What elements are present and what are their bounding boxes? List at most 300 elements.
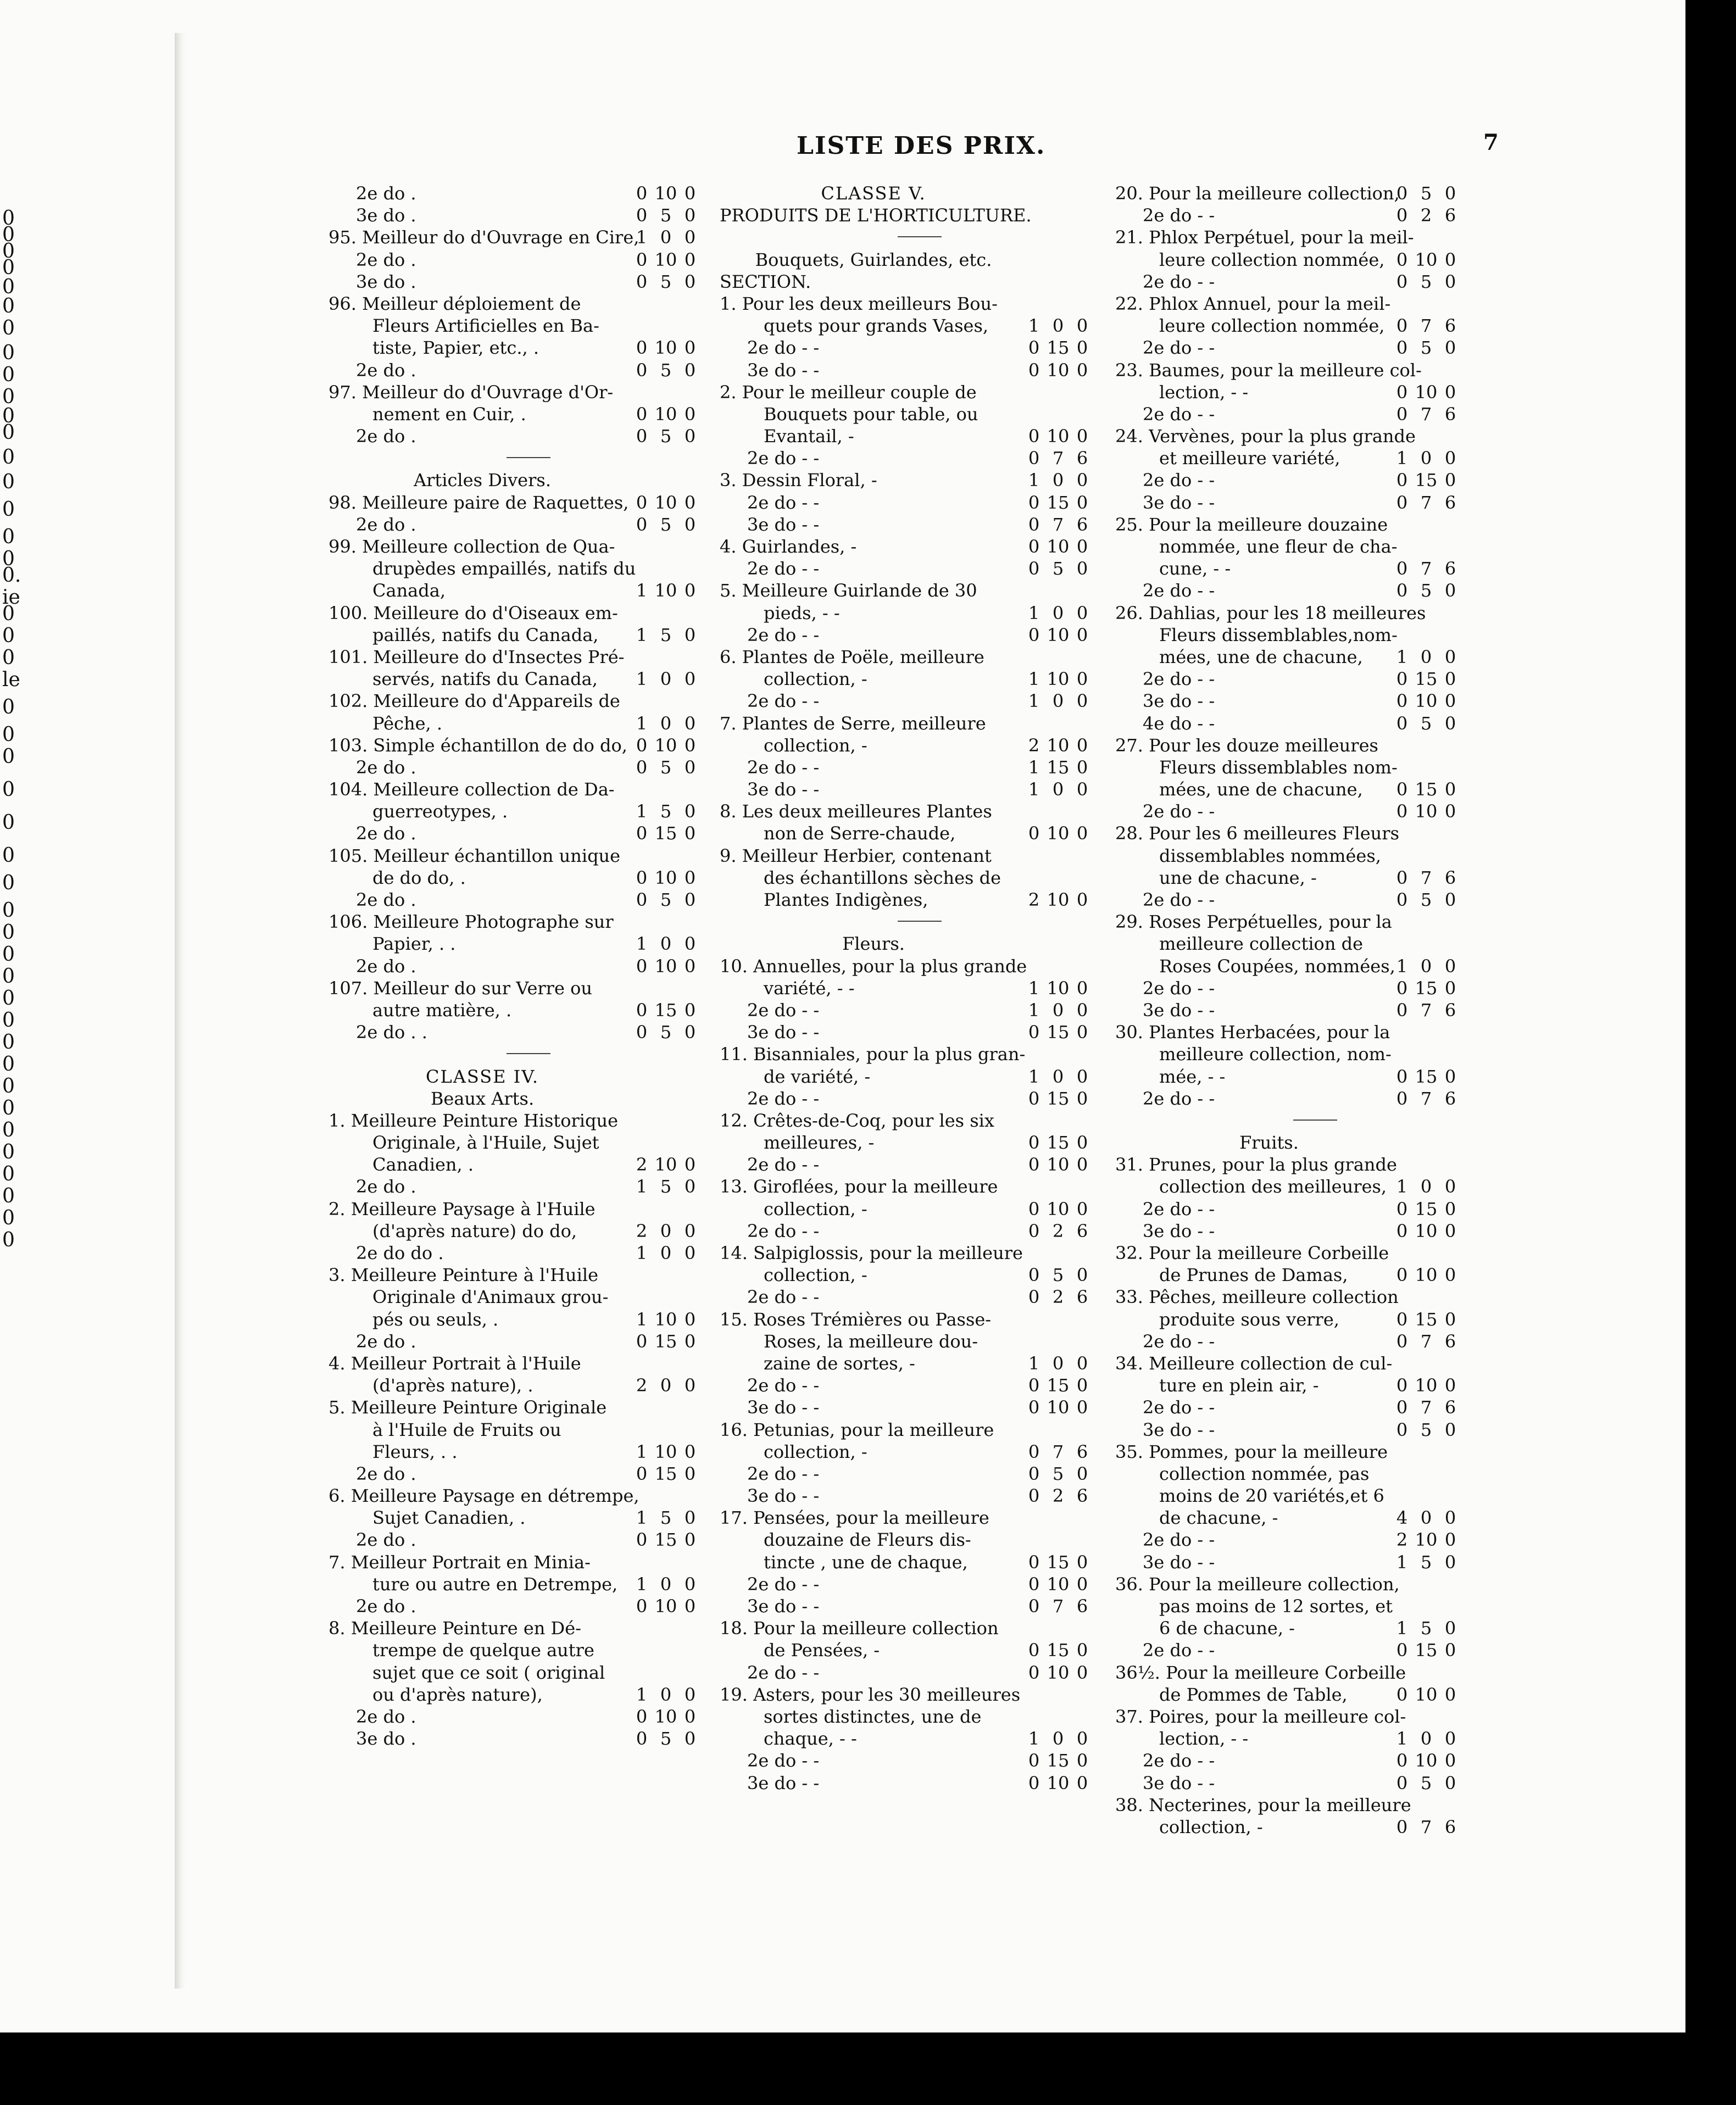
- prize-line: [1115, 1573, 1511, 1595]
- pence-value: 0: [1444, 669, 1456, 690]
- divider-rule: [1293, 1120, 1337, 1121]
- prize-line: [1115, 1308, 1511, 1330]
- prize-amount: [630, 1220, 702, 1242]
- page-title: LISTE DES PRIX.: [797, 132, 1046, 160]
- pence-value: 6: [1076, 1485, 1088, 1507]
- pence-value: 0: [684, 1596, 696, 1617]
- prize-description: 29. Roses Perpétuelles, pour la: [1115, 911, 1392, 933]
- prize-line: [720, 955, 1115, 977]
- prize-description: 17. Pensées, pour la meilleure: [720, 1507, 989, 1529]
- prize-line: [1115, 1529, 1511, 1551]
- prize-line: [1115, 1441, 1511, 1463]
- page-fold-shadow: [175, 33, 186, 1989]
- prize-description: de variété, -: [764, 1066, 871, 1087]
- shillings-value: 0: [660, 712, 672, 734]
- prize-description: lection, - -: [1159, 1728, 1249, 1750]
- prize-description: variété, - -: [764, 977, 855, 999]
- shillings-value: 10: [1047, 669, 1070, 690]
- prize-amount: [1022, 734, 1094, 756]
- prize-description: 95. Meilleur do d'Ouvrage en Cire,: [329, 227, 639, 248]
- left-edge-fragment: 0: [2, 899, 15, 922]
- prize-amount: [1390, 1617, 1462, 1639]
- prize-line: [1115, 1728, 1511, 1750]
- prize-line: [329, 226, 724, 248]
- section-divider: [329, 1043, 724, 1065]
- section-heading: [1115, 1132, 1511, 1154]
- shillings-value: 0: [1052, 1066, 1064, 1087]
- prize-amount: [1390, 1330, 1462, 1352]
- pounds-value: 1: [636, 580, 648, 602]
- prize-description: 13. Giroflées, pour la meilleure: [720, 1176, 998, 1198]
- prize-line: [329, 668, 724, 690]
- prize-description: 4. Guirlandes, -: [720, 536, 857, 557]
- prize-line: [720, 1485, 1115, 1507]
- prize-description: 2e do .: [356, 1463, 416, 1484]
- prize-line: [329, 602, 724, 624]
- shillings-value: 10: [654, 1308, 677, 1330]
- pence-value: 0: [1444, 337, 1456, 359]
- prize-description: Roses, la meilleure dou-: [764, 1330, 978, 1352]
- left-edge-fragment: 0: [2, 1053, 15, 1076]
- prize-line: [720, 1352, 1115, 1374]
- shillings-value: 10: [654, 580, 677, 602]
- prize-line: [1115, 1088, 1511, 1110]
- prize-description: 14. Salpiglossis, pour la meilleure: [720, 1243, 1023, 1263]
- shillings-value: 5: [1420, 183, 1432, 204]
- prize-amount: [1390, 580, 1462, 602]
- prize-amount: [1390, 1507, 1462, 1529]
- prize-amount: [1390, 1529, 1462, 1551]
- prize-line: [720, 580, 1115, 602]
- prize-amount: [1390, 271, 1462, 293]
- prize-line: [1115, 204, 1511, 226]
- shillings-value: 10: [1047, 426, 1070, 447]
- pounds-value: 0: [1396, 1419, 1408, 1440]
- prize-amount: [1022, 1396, 1094, 1418]
- prize-description: 3e do - -: [1143, 1220, 1215, 1241]
- prize-description: 106. Meilleure Photographe sur: [329, 911, 614, 933]
- pence-value: 0: [1076, 624, 1088, 645]
- prize-description: nommée, une fleur de cha-: [1159, 536, 1398, 557]
- left-edge-fragment: 0: [2, 317, 15, 339]
- prize-description: Beaux Arts.: [430, 1088, 535, 1109]
- prize-amount: [1390, 1374, 1462, 1396]
- prize-description: 2. Meilleure Paysage à l'Huile: [329, 1198, 596, 1219]
- pence-value: 0: [1076, 1198, 1088, 1219]
- pounds-value: 0: [1028, 337, 1040, 359]
- prize-description: 2e do - -: [747, 448, 820, 469]
- shillings-value: 10: [1415, 1529, 1438, 1551]
- pence-value: 0: [1076, 1375, 1088, 1396]
- prize-amount: [1390, 1176, 1462, 1198]
- prize-description: 2e do .: [356, 426, 416, 447]
- prize-line: [720, 977, 1115, 999]
- prize-amount: [630, 1441, 702, 1463]
- shillings-value: 15: [1047, 492, 1070, 513]
- prize-line: [720, 1264, 1115, 1286]
- pence-value: 0: [1076, 1154, 1088, 1176]
- prize-amount: [630, 867, 702, 889]
- prize-line: [1115, 1617, 1511, 1639]
- prize-amount: [1390, 712, 1462, 734]
- pounds-value: 0: [636, 1706, 648, 1727]
- pounds-value: 1: [636, 933, 648, 955]
- prize-description: de Prunes de Damas,: [1159, 1265, 1348, 1286]
- prize-line: [720, 1684, 1115, 1706]
- pounds-value: 0: [1396, 337, 1408, 359]
- prize-line: [329, 536, 724, 558]
- prize-line: [329, 1176, 724, 1198]
- pence-value: 0: [1076, 756, 1088, 778]
- shillings-value: 0: [1052, 779, 1064, 800]
- prize-line: [329, 204, 724, 226]
- prize-description: Pêche, .: [372, 712, 443, 734]
- prize-line: [1115, 1176, 1511, 1198]
- pounds-value: 0: [1028, 492, 1040, 513]
- pence-value: 0: [1444, 448, 1456, 469]
- prize-line: [720, 1507, 1115, 1529]
- left-edge-fragment: 0: [2, 1141, 15, 1163]
- prize-line: [329, 1728, 724, 1750]
- prize-description: 2e do .: [356, 249, 416, 270]
- left-edge-fragment: 0: [2, 240, 15, 263]
- shillings-value: 0: [1052, 690, 1064, 712]
- prize-amount: [1022, 1728, 1094, 1750]
- pounds-value: 0: [1028, 1154, 1040, 1176]
- prize-amount: [1390, 447, 1462, 469]
- shillings-value: 0: [660, 1220, 672, 1241]
- pounds-value: 0: [1028, 1463, 1040, 1484]
- prize-description: tiste, Papier, etc., .: [372, 337, 539, 359]
- prize-amount: [630, 226, 702, 248]
- prize-description: Fleurs.: [842, 933, 905, 955]
- pence-value: 0: [1444, 1265, 1456, 1286]
- left-edge-fragment: 0: [2, 276, 15, 298]
- pounds-value: 0: [1396, 315, 1408, 337]
- prize-amount: [630, 889, 702, 911]
- prize-description: collection, -: [764, 1198, 867, 1219]
- prize-amount: [630, 668, 702, 690]
- prize-description: 2e do - -: [1143, 1750, 1215, 1772]
- prize-line: [1115, 668, 1511, 690]
- prize-line: [1115, 1485, 1511, 1507]
- shillings-value: 10: [654, 1596, 677, 1617]
- pence-value: 0: [1444, 1551, 1456, 1573]
- pounds-value: 1: [1396, 955, 1408, 977]
- prize-line: [329, 271, 724, 293]
- prize-amount: [1390, 690, 1462, 712]
- shillings-value: 10: [654, 1154, 677, 1176]
- prize-amount: [1390, 1772, 1462, 1794]
- prize-amount: [630, 1374, 702, 1396]
- prize-description: 2e do - -: [1143, 271, 1215, 292]
- pounds-value: 0: [1028, 1220, 1040, 1241]
- left-edge-fragment: ie: [2, 586, 20, 609]
- prize-description: tincte , une de chaque,: [764, 1551, 968, 1573]
- prize-line: [720, 1441, 1115, 1463]
- prize-description: pieds, - -: [764, 602, 840, 623]
- shillings-value: 0: [1420, 646, 1432, 667]
- prize-amount: [630, 800, 702, 822]
- prize-line: [720, 1198, 1115, 1220]
- prize-description: 107. Meilleur do sur Verre ou: [329, 977, 592, 999]
- prize-line: [329, 381, 724, 403]
- prize-description: PRODUITS DE L'HORTICULTURE.: [720, 205, 1032, 226]
- prize-amount: [1022, 1220, 1094, 1242]
- prize-description: 2e do .: [356, 1529, 416, 1551]
- prize-line: [1115, 646, 1511, 668]
- prize-line: [1115, 249, 1511, 271]
- pence-value: 0: [684, 1220, 696, 1241]
- prize-amount: [1390, 249, 1462, 271]
- prize-description: 2e do - -: [747, 1463, 820, 1484]
- shillings-value: 0: [1420, 1507, 1432, 1529]
- pence-value: 6: [1076, 1441, 1088, 1462]
- shillings-value: 10: [1047, 977, 1070, 999]
- prize-line: [1115, 381, 1511, 403]
- prize-amount: [1022, 668, 1094, 690]
- pence-value: 0: [1444, 1772, 1456, 1794]
- prize-line: [329, 1352, 724, 1374]
- prize-amount: [1390, 1264, 1462, 1286]
- prize-line: [1115, 911, 1511, 933]
- prize-description: 1. Meilleure Peinture Historique: [329, 1110, 619, 1131]
- prize-amount: [1390, 182, 1462, 204]
- prize-line: [329, 845, 724, 867]
- shillings-value: 10: [1047, 734, 1070, 756]
- prize-description: 7. Meilleur Portrait en Minia-: [329, 1551, 591, 1573]
- pence-value: 6: [1076, 1287, 1088, 1308]
- pence-value: 0: [1444, 779, 1456, 800]
- prize-line: [720, 536, 1115, 558]
- shillings-value: 10: [1047, 1198, 1070, 1219]
- pence-value: 0: [684, 867, 696, 888]
- pence-value: 0: [684, 889, 696, 910]
- pence-value: 0: [1076, 558, 1088, 580]
- prize-line: [720, 602, 1115, 624]
- prize-line: [720, 1617, 1115, 1639]
- prize-description: 3e do - -: [1143, 492, 1215, 513]
- prize-amount: [1390, 867, 1462, 889]
- prize-amount: [1390, 1750, 1462, 1772]
- pounds-value: 0: [1028, 1287, 1040, 1308]
- prize-description: 2e do - -: [747, 1375, 820, 1396]
- prize-description: 2e do . .: [356, 1022, 427, 1043]
- pounds-value: 0: [1028, 1132, 1040, 1154]
- prize-amount: [1390, 999, 1462, 1021]
- shillings-value: 15: [1415, 779, 1438, 800]
- pounds-value: 0: [1028, 1397, 1040, 1418]
- prize-amount: [1390, 1308, 1462, 1330]
- prize-line: [1115, 1264, 1511, 1286]
- shillings-value: 5: [660, 359, 672, 381]
- prize-line: [720, 1043, 1115, 1065]
- prize-description: 32. Pour la meilleure Corbeille: [1115, 1243, 1389, 1263]
- shillings-value: 0: [1420, 448, 1432, 469]
- shillings-value: 0: [660, 669, 672, 690]
- prize-amount: [630, 1507, 702, 1529]
- prize-description: 35. Pommes, pour la meilleure: [1115, 1441, 1388, 1462]
- prize-amount: [1022, 359, 1094, 381]
- prize-description: 2e do .: [356, 1596, 416, 1617]
- pounds-value: 0: [1028, 1441, 1040, 1462]
- left-edge-fragment: 0: [2, 811, 15, 834]
- shillings-value: 5: [1420, 337, 1432, 359]
- prize-amount: [630, 425, 702, 447]
- shillings-value: 7: [1420, 315, 1432, 337]
- section-heading: [720, 933, 1115, 955]
- pence-value: 0: [1444, 690, 1456, 712]
- shillings-value: 10: [1415, 1750, 1438, 1772]
- pounds-value: 0: [1396, 1684, 1408, 1705]
- prize-description: 26. Dahlias, pour les 18 meilleures: [1115, 602, 1426, 623]
- prize-description: meilleures, -: [764, 1132, 875, 1154]
- prize-amount: [1022, 1066, 1094, 1088]
- prize-description: servés, natifs du Canada,: [372, 669, 598, 690]
- prize-column-1: [329, 182, 724, 1750]
- pence-value: 6: [1444, 558, 1456, 580]
- prize-line: [1115, 1396, 1511, 1418]
- shillings-value: 10: [1047, 1662, 1070, 1683]
- prize-amount: [1022, 756, 1094, 778]
- prize-line: [720, 1419, 1115, 1441]
- prize-description: 2e do .: [356, 955, 416, 977]
- pence-value: 0: [1444, 1176, 1456, 1198]
- prize-line: [329, 646, 724, 668]
- pounds-value: 0: [636, 955, 648, 977]
- prize-description: 3e do - -: [747, 1485, 820, 1507]
- prize-amount: [630, 955, 702, 977]
- prize-amount: [1022, 1595, 1094, 1617]
- prize-line: [1115, 822, 1511, 844]
- prize-line: [720, 822, 1115, 844]
- prize-line: [329, 1419, 724, 1441]
- pence-value: 0: [684, 624, 696, 645]
- pounds-value: 1: [636, 624, 648, 645]
- prize-amount: [630, 514, 702, 536]
- page-number: 7: [1483, 130, 1499, 155]
- prize-description: 104. Meilleure collection de Da-: [329, 779, 615, 800]
- pence-value: 0: [684, 1706, 696, 1727]
- pence-value: 0: [684, 712, 696, 734]
- prize-line: [329, 1617, 724, 1639]
- prize-line: [1115, 1154, 1511, 1176]
- prize-line: [329, 867, 724, 889]
- prize-description: 3e do - -: [1143, 999, 1215, 1021]
- prize-description: 3e do .: [356, 271, 416, 292]
- pounds-value: 0: [1396, 1066, 1408, 1087]
- prize-description: 100. Meilleure do d'Oiseaux em-: [329, 602, 618, 623]
- prize-line: [1115, 293, 1511, 315]
- prize-description: ture ou autre en Detrempe,: [372, 1573, 618, 1595]
- prize-amount: [1390, 558, 1462, 580]
- pence-value: 0: [1076, 1573, 1088, 1595]
- prize-line: [720, 1529, 1115, 1551]
- prize-description: 23. Baumes, pour la meilleure col-: [1115, 359, 1422, 381]
- shillings-value: 10: [654, 183, 677, 204]
- left-edge-fragment: 0: [2, 603, 15, 625]
- pounds-value: 0: [1028, 448, 1040, 469]
- pounds-value: 1: [1028, 602, 1040, 623]
- prize-amount: [1022, 1551, 1094, 1573]
- prize-description: Roses Coupées, nommées,: [1159, 955, 1395, 977]
- prize-line: [720, 1330, 1115, 1352]
- pence-value: 0: [1076, 779, 1088, 800]
- prize-line: [1115, 1463, 1511, 1485]
- shillings-value: 2: [1052, 1287, 1064, 1308]
- left-edge-fragment: 0: [2, 207, 15, 230]
- prize-line: [720, 271, 1115, 293]
- prize-description: de Pensées, -: [764, 1640, 880, 1661]
- left-edge-fragment: 0: [2, 778, 15, 801]
- prize-line: [720, 1551, 1115, 1573]
- prize-line: [329, 1463, 724, 1485]
- prize-line: [1115, 1662, 1511, 1684]
- prize-amount: [1022, 1352, 1094, 1374]
- pence-value: 0: [684, 205, 696, 226]
- pounds-value: 1: [1396, 1551, 1408, 1573]
- pounds-value: 0: [636, 1463, 648, 1484]
- pence-value: 0: [1076, 669, 1088, 690]
- prize-amount: [1022, 1088, 1094, 1110]
- prize-amount: [630, 182, 702, 204]
- pence-value: 0: [1444, 381, 1456, 403]
- pounds-value: 0: [636, 492, 648, 513]
- prize-line: [1115, 558, 1511, 580]
- pounds-value: 0: [636, 1596, 648, 1617]
- shillings-value: 10: [1047, 536, 1070, 557]
- pence-value: 6: [1444, 315, 1456, 337]
- prize-description: 12. Crêtes-de-Coq, pour les six: [720, 1110, 994, 1131]
- shillings-value: 7: [1420, 867, 1432, 888]
- prize-line: [1115, 1352, 1511, 1374]
- prize-description: 2e do - -: [747, 1750, 820, 1772]
- prize-amount: [630, 403, 702, 425]
- prize-line: [720, 1706, 1115, 1728]
- shillings-value: 10: [1047, 823, 1070, 844]
- prize-line: [1115, 1066, 1511, 1088]
- prize-line: [720, 646, 1115, 668]
- prize-description: collection, -: [764, 734, 867, 756]
- shillings-value: 10: [1415, 381, 1438, 403]
- pounds-value: 0: [1028, 1640, 1040, 1661]
- pounds-value: 1: [1028, 470, 1040, 491]
- shillings-value: 7: [1052, 1441, 1064, 1462]
- prize-line: [720, 734, 1115, 756]
- pence-value: 6: [1444, 867, 1456, 888]
- prize-description: de chacune, -: [1159, 1507, 1278, 1529]
- prize-line: [329, 558, 724, 580]
- left-edge-fragment: 0: [2, 745, 15, 768]
- prize-line: [1115, 1816, 1511, 1838]
- prize-amount: [1022, 1264, 1094, 1286]
- prize-description: collection, -: [764, 1265, 867, 1286]
- prize-description: collection nommée, pas: [1159, 1463, 1370, 1484]
- pounds-value: 1: [1028, 1728, 1040, 1750]
- prize-amount: [630, 1154, 702, 1176]
- prize-description: Papier, . .: [372, 933, 456, 955]
- shillings-value: 10: [1415, 1684, 1438, 1705]
- shillings-value: 15: [1047, 1640, 1070, 1661]
- prize-line: [329, 1132, 724, 1154]
- prize-description: mée, - -: [1159, 1066, 1226, 1087]
- left-edge-fragment: 0: [2, 1185, 15, 1207]
- prize-amount: [1390, 1728, 1462, 1750]
- pence-value: 6: [1444, 999, 1456, 1021]
- prize-description: autre matière, .: [372, 999, 512, 1021]
- left-edge-fragment: 0: [2, 1207, 15, 1229]
- prize-line: [329, 1154, 724, 1176]
